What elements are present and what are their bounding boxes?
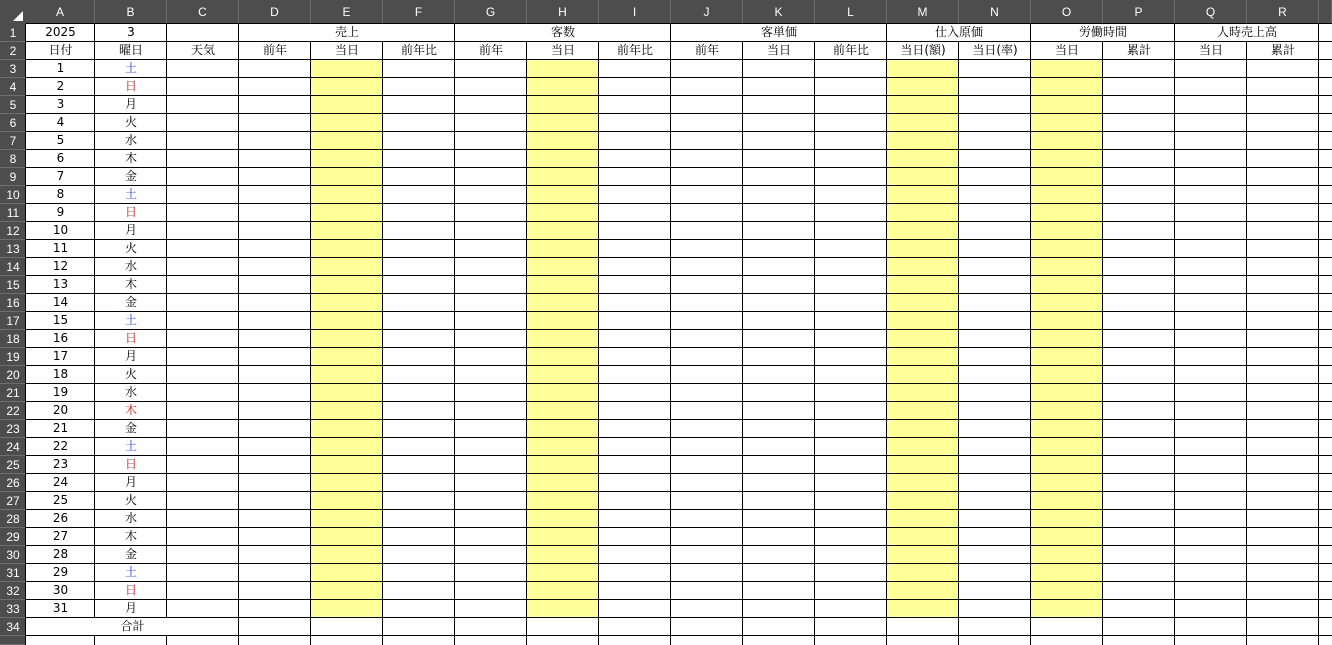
row-header-11[interactable]: 11 [0,204,26,222]
sub-header-r[interactable]: 累計 [1270,43,1295,57]
row-header-28[interactable]: 28 [0,510,26,528]
column-header-a[interactable]: A [26,0,95,24]
grid-hline [26,509,1332,510]
grid-vline [166,42,167,618]
row-header-32[interactable]: 32 [0,582,26,600]
group-header-unit-price[interactable]: 客単価 [760,25,797,39]
sub-header-l[interactable]: 前年比 [832,43,869,57]
grid-vline [526,636,527,645]
cell-weekday-23[interactable]: 日 [124,457,137,471]
grid-hline [26,113,1332,114]
row-header-30[interactable]: 30 [0,546,26,564]
cell-weekday-29[interactable]: 土 [124,565,137,579]
grid-vline [1174,24,1175,42]
column-header-g[interactable]: G [455,0,527,24]
column-header-h[interactable]: H [527,0,599,24]
cell-day-20[interactable]: 20 [52,403,69,417]
row-header-20[interactable]: 20 [0,366,26,384]
grid-vline [598,636,599,645]
grid-vline [310,42,311,618]
cell-weekday-21[interactable]: 金 [124,421,137,435]
grid-hline [26,419,1332,420]
grid-hline [26,257,1332,258]
grid-hline [26,239,1332,240]
grid-hline [26,599,1332,600]
grid-vline [454,636,455,645]
grid-vline [382,636,383,645]
group-header-sales[interactable]: 売上 [334,25,359,39]
row-header-35-partial[interactable] [0,636,26,645]
column-header-r[interactable]: R [1247,0,1319,24]
cell-day-15[interactable]: 15 [52,313,69,327]
grid-vline [598,42,599,618]
grid-vline [454,42,455,618]
grid-vline [958,618,959,636]
cell-weekday-25[interactable]: 火 [124,493,137,507]
grid-vline [1318,24,1319,42]
cell-weekday-13[interactable]: 木 [124,277,137,291]
grid-vline [814,618,815,636]
cell-day-7[interactable]: 7 [56,169,65,183]
grid-vline [166,24,167,42]
sub-header-f[interactable]: 前年比 [400,43,437,57]
grid-vline [670,618,671,636]
grid-vline [1318,618,1319,636]
cell-weekday-12[interactable]: 水 [124,259,137,273]
row-header-8[interactable]: 8 [0,150,26,168]
cell-weekday-14[interactable]: 金 [124,295,137,309]
cell-weekday-9[interactable]: 日 [124,205,137,219]
select-all-button[interactable] [0,0,26,24]
cell-day-31[interactable]: 31 [52,601,69,615]
cell-day-5[interactable]: 5 [56,133,65,147]
cell-weekday-18[interactable]: 火 [124,367,137,381]
row-header-12[interactable]: 12 [0,222,26,240]
column-header-i[interactable]: I [599,0,671,24]
column-header-n[interactable]: N [959,0,1031,24]
grid-vline [958,636,959,645]
column-header-q[interactable]: Q [1175,0,1247,24]
grid-vline [25,24,26,42]
grid-hline [26,275,1332,276]
cell-day-24[interactable]: 24 [52,475,69,489]
row-header-13[interactable]: 13 [0,240,26,258]
grid-hline [26,617,1332,618]
group-header-labor[interactable]: 労働時間 [1078,25,1127,39]
grid-vline [1102,636,1103,645]
row-header-25[interactable]: 25 [0,456,26,474]
grid-vline [454,24,455,42]
row-header-15[interactable]: 15 [0,276,26,294]
cell-day-17[interactable]: 17 [52,349,69,363]
grid-hline [26,185,1332,186]
cell-day-23[interactable]: 23 [52,457,69,471]
grid-hline [26,527,1332,528]
sub-header-i[interactable]: 前年比 [616,43,653,57]
column-header-m[interactable]: M [887,0,959,24]
grid-vline [886,42,887,618]
grid-vline [742,618,743,636]
row-header-16[interactable]: 16 [0,294,26,312]
cell-weekday-22[interactable]: 土 [124,439,137,453]
grid-vline [94,636,95,645]
cell-weekday-1[interactable]: 土 [124,61,137,75]
cell-weekday-19[interactable]: 水 [124,385,137,399]
cell-day-11[interactable]: 11 [52,241,69,255]
row-header-22[interactable]: 22 [0,402,26,420]
cell-day-4[interactable]: 4 [56,115,65,129]
cell-weekday-26[interactable]: 水 [124,511,137,525]
group-header-per-hour-sales[interactable]: 人時売上高 [1216,25,1277,39]
cell-weekday-10[interactable]: 月 [124,223,137,237]
grid-hline [26,41,1332,42]
grid-vline [166,636,167,645]
cell-weekday-4[interactable]: 火 [124,115,137,129]
sub-header-m[interactable]: 当日(額) [900,43,946,57]
cell-day-8[interactable]: 8 [56,187,65,201]
grid-hline [26,437,1332,438]
grid-vline [1318,42,1319,618]
sub-header-j[interactable]: 前年 [694,43,719,57]
cell-weekday-20[interactable]: 木 [124,403,137,417]
grid-vline [94,24,95,42]
sub-header-k[interactable]: 当日 [766,43,791,57]
grid-hline [26,221,1332,222]
cell-weekday-8[interactable]: 土 [124,187,137,201]
column-header-l[interactable]: L [815,0,887,24]
cell-weekday-16[interactable]: 日 [124,331,137,345]
grid-vline [526,42,527,618]
cell-day-14[interactable]: 14 [52,295,69,309]
grid-hline [26,329,1332,330]
sub-header-weekday[interactable]: 曜日 [118,43,143,57]
grid-vline [886,24,887,42]
cell-day-26[interactable]: 26 [52,511,69,525]
grid-vline [1246,42,1247,618]
group-header-customers[interactable]: 客数 [550,25,575,39]
grid-vline [25,42,26,618]
row-header-33[interactable]: 33 [0,600,26,618]
grid-vline [310,618,311,636]
sub-header-e[interactable]: 当日 [334,43,359,57]
column-header-j[interactable]: J [671,0,743,24]
input-column-h-highlight [527,60,599,618]
cell-day-2[interactable]: 2 [56,79,65,93]
cell-weekday-30[interactable]: 日 [124,583,137,597]
grid-vline [958,42,959,618]
grid-vline [1030,636,1031,645]
grid-hline [26,203,1332,204]
cell-day-16[interactable]: 16 [52,331,69,345]
grid-vline [886,636,887,645]
grid-hline [26,635,1332,636]
grid-hline [26,455,1332,456]
row-header-34[interactable]: 34 [0,618,26,636]
grid-hline [26,365,1332,366]
grid-vline [1246,636,1247,645]
grid-vline [1030,42,1031,618]
grid-vline [1174,636,1175,645]
sub-header-date[interactable]: 日付 [48,43,73,57]
grid-hline [26,23,1332,24]
row-header-24[interactable]: 24 [0,438,26,456]
sub-header-o[interactable]: 当日 [1054,43,1079,57]
grid-vline [814,636,815,645]
sub-header-p[interactable]: 累計 [1126,43,1151,57]
row-header-6[interactable]: 6 [0,114,26,132]
grid-hline [26,401,1332,402]
grid-hline [26,149,1332,150]
grid-hline [26,167,1332,168]
row-header-17[interactable]: 17 [0,312,26,330]
cell-day-21[interactable]: 21 [52,421,69,435]
cell-weekday-11[interactable]: 火 [124,241,137,255]
cell-day-6[interactable]: 6 [56,151,65,165]
input-column-m-highlight [887,60,959,618]
sub-header-h[interactable]: 当日 [550,43,575,57]
cell-day-12[interactable]: 12 [52,259,69,273]
cell-weekday-31[interactable]: 月 [124,601,137,615]
grid-hline [26,311,1332,312]
row-header-7[interactable]: 7 [0,132,26,150]
sub-header-g[interactable]: 前年 [478,43,503,57]
row-header-26[interactable]: 26 [0,474,26,492]
sub-header-weather[interactable]: 天気 [190,43,215,57]
grid-vline [1246,618,1247,636]
grid-vline [1318,636,1319,645]
input-column-o-highlight [1031,60,1103,618]
cell-weekday-5[interactable]: 水 [124,133,137,147]
grid-vline [886,618,887,636]
cell-weekday-7[interactable]: 金 [124,169,137,183]
sub-header-d[interactable]: 前年 [262,43,287,57]
grid-hline [26,383,1332,384]
row-header-9[interactable]: 9 [0,168,26,186]
cell-day-19[interactable]: 19 [52,385,69,399]
column-header-o[interactable]: O [1031,0,1103,24]
grid-hline [26,95,1332,96]
grid-vline [670,24,671,42]
grid-vline [526,618,527,636]
grid-hline [26,131,1332,132]
grid-vline [1030,24,1031,42]
grid-vline [1102,618,1103,636]
column-header-f[interactable]: F [383,0,455,24]
column-header-k[interactable]: K [743,0,815,24]
cell-weekday-27[interactable]: 木 [124,529,137,543]
grid-vline [25,636,26,645]
grid-vline [742,636,743,645]
column-header-d[interactable]: D [239,0,311,24]
cell-day-9[interactable]: 9 [56,205,65,219]
grid-vline [1102,42,1103,618]
grid-vline [94,42,95,618]
row-header-27[interactable]: 27 [0,492,26,510]
cell-day-27[interactable]: 27 [52,529,69,543]
grid-vline [238,24,239,42]
cell-weekday-24[interactable]: 月 [124,475,137,489]
cell-weekday-2[interactable]: 日 [124,79,137,93]
sub-header-n[interactable]: 当日(率) [972,43,1018,57]
row-header-31[interactable]: 31 [0,564,26,582]
grid-hline [26,581,1332,582]
cell-day-10[interactable]: 10 [52,223,69,237]
column-header-b[interactable]: B [95,0,167,24]
column-header-e[interactable]: E [311,0,383,24]
total-label[interactable]: 合計 [120,619,145,633]
grid-vline [382,618,383,636]
grid-hline [26,293,1332,294]
cell-day-25[interactable]: 25 [52,493,69,507]
cell-day-22[interactable]: 22 [52,439,69,453]
row-header-14[interactable]: 14 [0,258,26,276]
cell-weekday-28[interactable]: 金 [124,547,137,561]
grid-vline [1030,618,1031,636]
cell-day-3[interactable]: 3 [56,97,65,111]
cell-month[interactable]: 3 [127,25,135,39]
grid-hline [26,59,1332,60]
column-header-c[interactable]: C [167,0,239,24]
grid-vline [598,618,599,636]
cell-weekday-17[interactable]: 月 [124,349,137,363]
input-column-e-highlight [311,60,383,618]
row-header-21[interactable]: 21 [0,384,26,402]
grid-vline [454,618,455,636]
cell-weekday-6[interactable]: 木 [124,151,137,165]
grid-hline [26,473,1332,474]
grid-vline [814,42,815,618]
select-all-triangle-icon [13,11,23,21]
row-header-1[interactable]: 1 [0,24,26,42]
row-header-19[interactable]: 19 [0,348,26,366]
grid-vline [742,42,743,618]
grid-hline [26,491,1332,492]
grid-vline [670,42,671,618]
row-header-18[interactable]: 18 [0,330,26,348]
cell-day-28[interactable]: 28 [52,547,69,561]
grid-hline [26,77,1332,78]
row-header-5[interactable]: 5 [0,96,26,114]
cell-day-18[interactable]: 18 [52,367,69,381]
group-header-cost[interactable]: 仕入原価 [934,25,983,39]
cell-day-13[interactable]: 13 [52,277,69,291]
cell-year[interactable]: 2025 [45,25,76,39]
cell-weekday-3[interactable]: 月 [124,97,137,111]
grid-vline [670,636,671,645]
grid-vline [25,618,26,636]
grid-hline [26,563,1332,564]
cell-day-30[interactable]: 30 [52,583,69,597]
grid-vline [382,42,383,618]
grid-vline [238,618,239,636]
row-header-4[interactable]: 4 [0,78,26,96]
cell-day-1[interactable]: 1 [56,61,65,75]
column-header-s-partial[interactable] [1319,0,1332,24]
grid-vline [310,636,311,645]
grid-vline [238,42,239,618]
row-header-29[interactable]: 29 [0,528,26,546]
column-header-p[interactable]: P [1103,0,1175,24]
row-header-2[interactable]: 2 [0,42,26,60]
grid-hline [26,545,1332,546]
sub-header-q[interactable]: 当日 [1198,43,1223,57]
row-header-3[interactable]: 3 [0,60,26,78]
grid-vline [238,636,239,645]
grid-hline [26,347,1332,348]
cell-weekday-15[interactable]: 土 [124,313,137,327]
row-header-23[interactable]: 23 [0,420,26,438]
grid-vline [1174,618,1175,636]
grid-vline [1174,42,1175,618]
cell-day-29[interactable]: 29 [52,565,69,579]
row-header-10[interactable]: 10 [0,186,26,204]
